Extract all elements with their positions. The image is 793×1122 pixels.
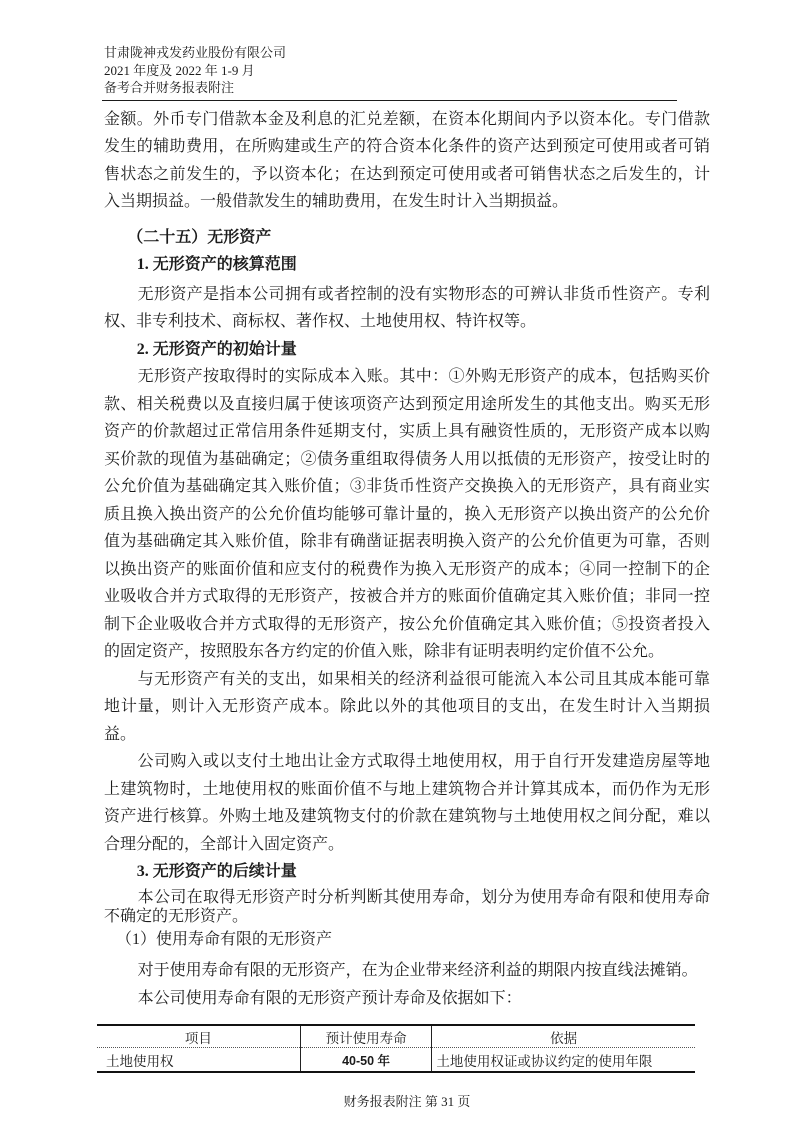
subsection-2-paragraph-1: 无形资产按取得时的实际成本入账。其中：①外购无形资产的成本，包括购买价款、相关税费以及直接归属于使该项资产达到预定用途所发生的其他支出。购买无形资产的价款超过正常信用条件延期支付，实质上具有融资性质的，无形资产成本以购买价款的现值为基础确定；②债务重组取得债务人用以抵债的无形资产，按受让时的公允价值为基础确定其入账价值；③非货币性资产交换换入的无形资产，具有商业实质且换入换出资产的公允价值均能够可靠计量的，换入无形资产以换出资产的公允价值为基础确定其入账价值，除非有确凿证据表明换入资产的公允价值更为可靠，否则以换出资产的账面价值和应支付的税费作为换入无形资产的成本；④同一控制下的企业吸收合并方式取得的无形资产，按被合并方的账面价值确定其入账价值；非同一控制下企业吸收合并方式取得的无形资产，按公允价值确定其入账价值；⑤投资者投入的固定资产，按照股东各方约定的价值入账，除非有证明表明约定价值不公允。 (104, 368, 710, 660)
report-period: 2021 年度及 2022 年 1-9 月 (104, 62, 255, 78)
cell-expected-life: 40-50 年 (300, 1048, 432, 1073)
company-name: 甘肃陇神戎发药业股份有限公司 (104, 45, 287, 60)
useful-life-table (97, 1024, 695, 1073)
page-footer: 财务报表附注 第 31 页 (343, 1094, 471, 1109)
subsection-1-paragraph: 无形资产是指本公司拥有或者控制的没有实物形态的可辨认非货币性资产。专利权、非专利技术、商标权、著作权、土地使用权、特许权等。 (104, 285, 710, 330)
subsection-3-paragraph-2: 对于使用寿命有限的无形资产，在为企业带来经济利益的期限内按直线法摊销。 (137, 962, 698, 979)
column-header-item: 项目 (97, 1025, 300, 1048)
subsection-3-paragraph-1: 本公司在取得无形资产时分析判断其使用寿命，划分为使用寿命有限和使用寿命不确定的无形资产。 (104, 888, 710, 925)
cell-basis: 土地使用权证或协议约定的使用年限 (436, 1053, 653, 1069)
column-header-basis: 依据 (432, 1025, 695, 1048)
section-heading-25: （二十五）无形资产 (127, 228, 272, 246)
subsection-2-heading: 2. 无形资产的初始计量 (136, 340, 297, 358)
subsection-2-paragraph-2: 与无形资产有关的支出，如果相关的经济利益很可能流入本公司且其成本能可靠地计量，则计入无形资产成本。除此以外的其他项目的支出，在发生时计入当期损益。 (104, 670, 710, 743)
column-header-expected-life: 预计使用寿命 (300, 1025, 432, 1048)
document-title: 备考合并财务报表附注 (104, 80, 235, 95)
header-divider (102, 100, 677, 101)
cell-item: 土地使用权 (97, 1048, 300, 1073)
subsection-3-paragraph-3: 本公司使用寿命有限的无形资产预计寿命及依据如下： (137, 989, 522, 1007)
subsection-2-paragraph-3: 公司购入或以支付土地出让金方式取得土地使用权，用于自行开发建造房屋等地上建筑物时，土地使用权的账面价值不与地上建筑物合并计算其成本，而仍作为无形资产进行核算。外购土地及建筑物支付的价款在建筑物与土地使用权之间分配，难以合理分配的，全部计入固定资产。 (104, 753, 710, 853)
paragraph-carryover: 金额。外币专门借款本金及利息的汇兑差额，在资本化期间内予以资本化。专门借款发生的辅助费用，在所购建或生产的符合资本化条件的资产达到预定可使用或者可销售状态之前发生的，予以资本化；在达到预定可使用或者可销售状态之后发生的，计入当期损益。一般借款发生的辅助费用，在发生时计入当期损益。 (104, 110, 710, 210)
subsection-1-heading: 1. 无形资产的核算范围 (136, 256, 297, 273)
subsection-3-heading: 3. 无形资产的后续计量 (136, 863, 297, 880)
document-body (104, 106, 710, 1074)
running-header (104, 44, 710, 97)
subsection-3-item-1-heading: （1）使用寿命有限的无形资产 (116, 930, 333, 948)
table-header-row (97, 1025, 695, 1048)
table-row (97, 1048, 695, 1073)
